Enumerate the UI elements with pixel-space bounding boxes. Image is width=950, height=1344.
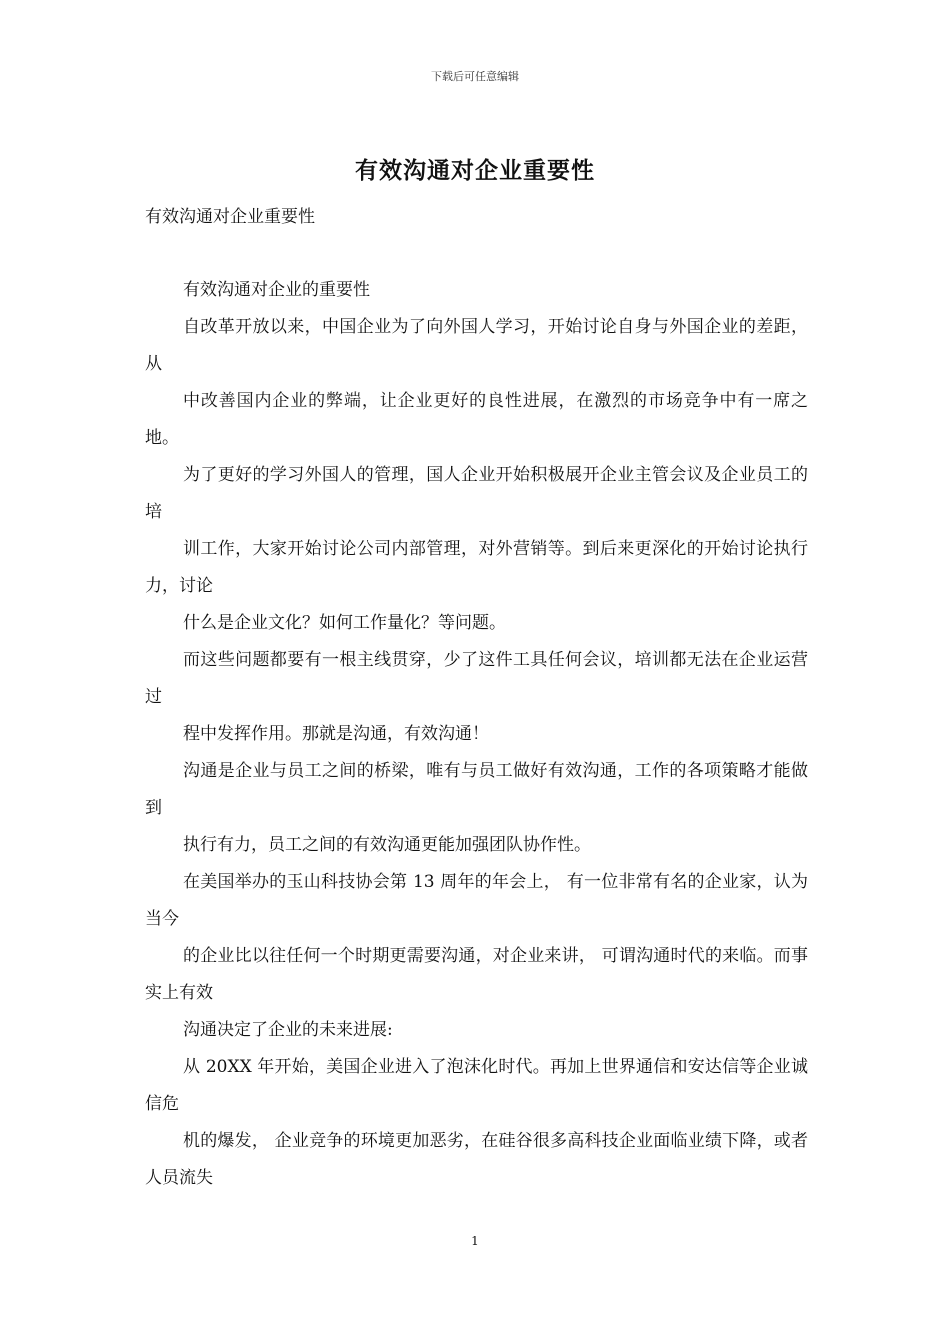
document-title: 有效沟通对企业重要性 — [355, 157, 595, 184]
paragraph: 什么是企业文化？如何工作量化？等问题。 — [183, 613, 506, 633]
paragraph: 有效沟通对企业的重要性 — [183, 280, 370, 300]
paragraph: 机的爆发， 企业竞争的环境更加恶劣，在硅谷很多高科技企业面临业绩下降，或者人员流失 — [145, 1131, 808, 1188]
paragraph: 中改善国内企业的弊端，让企业更好的良性进展，在激烈的市场竞争中有一席之地。 — [145, 391, 808, 448]
paragraph: 程中发挥作用。那就是沟通，有效沟通！ — [183, 724, 489, 744]
body-text — [145, 272, 808, 1197]
paragraph: 的企业比以往任何一个时期更需要沟通，对企业来讲， 可谓沟通时代的来临。而事实上有效 — [145, 946, 808, 1003]
paragraph: 在美国举办的玉山科技协会第 13 周年的年会上， 有一位非常有名的企业家，认为当今 — [145, 872, 808, 929]
paragraph: 沟通是企业与员工之间的桥梁，唯有与员工做好有效沟通，工作的各项策略才能做到 — [145, 761, 808, 818]
paragraph: 从 20XX 年开始，美国企业进入了泡沫化时代。再加上世界通信和安达信等企业诚信危 — [145, 1057, 808, 1114]
paragraph: 为了更好的学习外国人的管理，国人企业开始积极展开企业主管会议及企业员工的培 — [145, 465, 808, 522]
paragraph: 而这些问题都要有一根主线贯穿，少了这件工具任何会议，培训都无法在企业运营过 — [145, 650, 808, 707]
header-note: 下载后可任意编辑 — [431, 70, 519, 83]
paragraph: 自改革开放以来，中国企业为了向外国人学习，开始讨论自身与外国企业的差距，从 — [145, 317, 808, 374]
paragraph: 执行有力，员工之间的有效沟通更能加强团队协作性。 — [183, 835, 591, 855]
page-number: 1 — [471, 1234, 479, 1248]
paragraph: 训工作，大家开始讨论公司内部管理，对外营销等。到后来更深化的开始讨论执行力，讨论 — [145, 539, 808, 596]
document-subtitle: 有效沟通对企业重要性 — [145, 207, 315, 227]
paragraph: 沟通决定了企业的未来进展: — [183, 1020, 393, 1040]
